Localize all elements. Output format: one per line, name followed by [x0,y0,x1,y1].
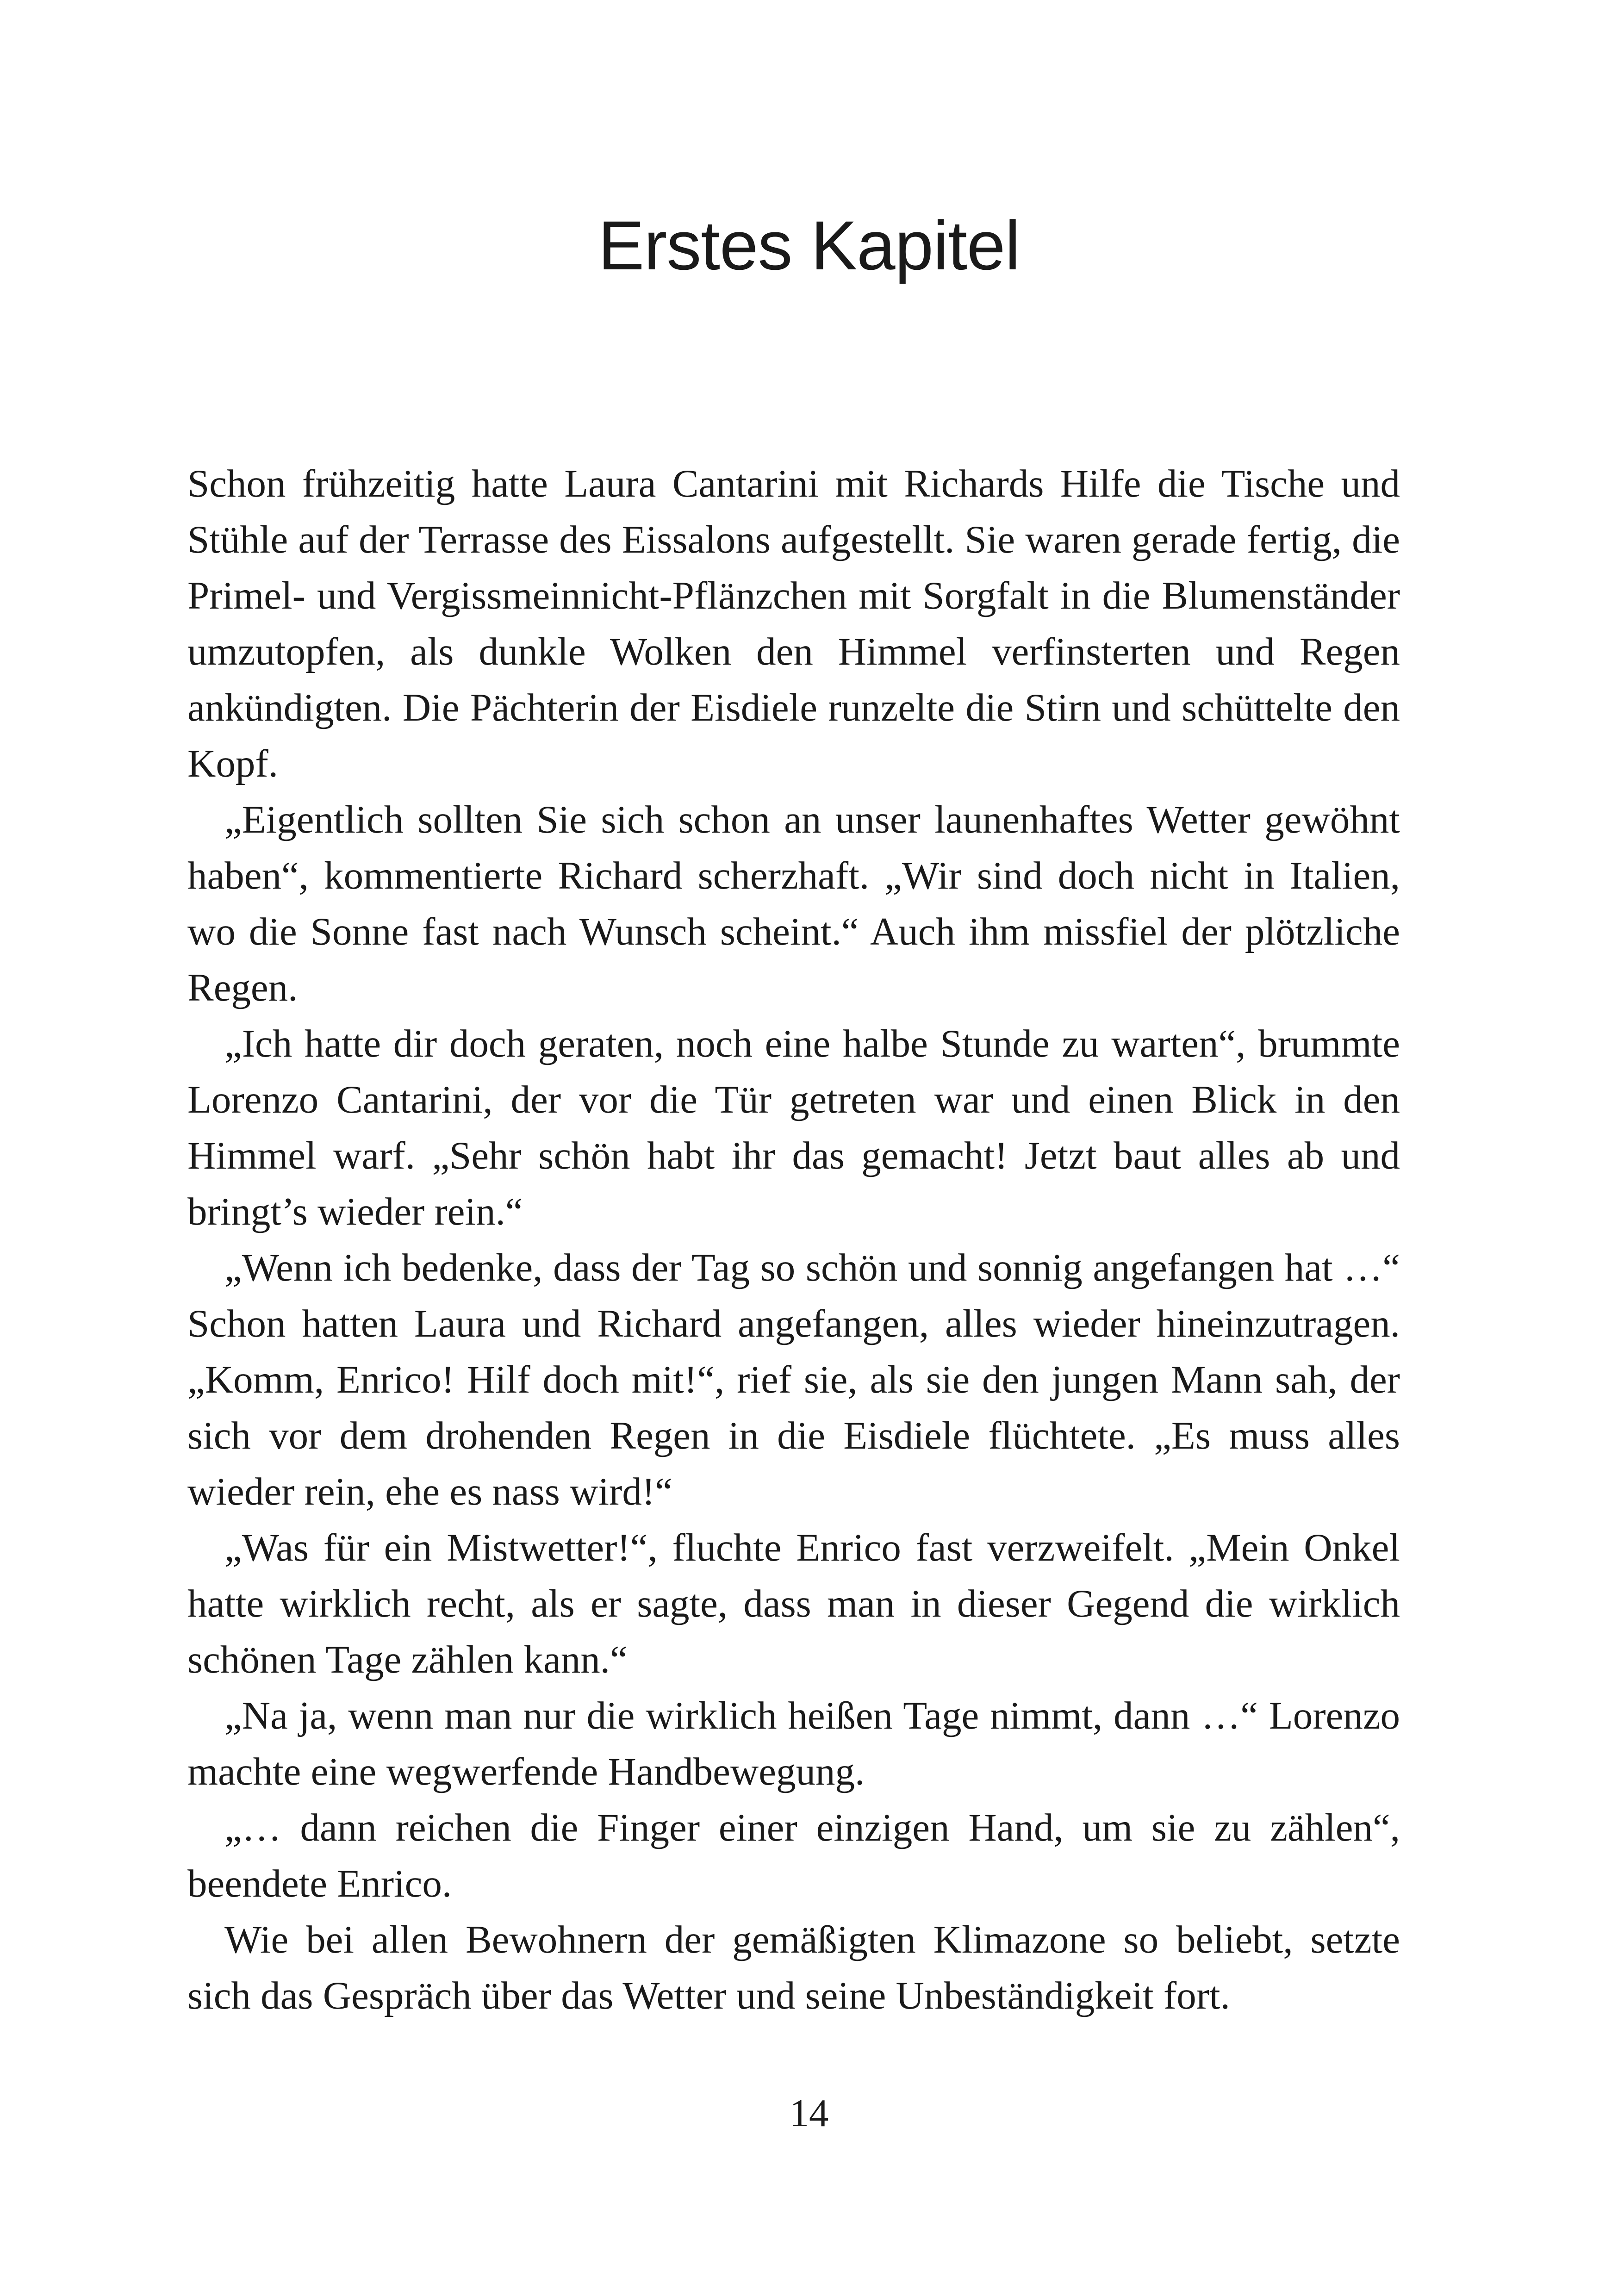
page-number: 14 [789,2091,829,2135]
paragraph: Schon frühzeitig hatte Laura Cantarini mit Richards Hilfe die Tische und Stühle auf der Terrasse des Eissalons aufgestellt. Sie waren gerade fertig, die Primel- und Vergissmeinnicht-Pflänzchen mit Sorgfalt in die Blumenständer umzutopfen, als dunkle Wolken den Himmel verfinsterten und Regen ankündigten. Die Pächterin der Eisdiele runzelte die Stirn und schüttelte den Kopf. [187,462,1400,785]
paragraph: „Na ja, wenn man nur die wirklich heißen Tage nimmt, dann …“ Lorenzo machte eine wegwerfende Handbewegung. [187,1694,1400,1793]
paragraph: „Eigentlich sollten Sie sich schon an unser launenhaftes Wetter gewöhnt haben“, kommentierte Richard scherzhaft. „Wir sind doch nicht in Italien, wo die Sonne fast nach Wunsch scheint.“ Auch ihm missfiel der plötzliche Regen. [187,798,1400,1009]
paragraph: „Ich hatte dir doch geraten, noch eine halbe Stunde zu warten“, brummte Lorenzo Cantarini, der vor die Tür getreten war und einen Blick in den Himmel warf. „Sehr schön habt ihr das gemacht! Jetzt baut alles ab und bringt’s wieder rein.“ [187,1022,1400,1233]
paragraph: „Was für ein Mistwetter!“, fluchte Enrico fast verzweifelt. „Mein Onkel hatte wirklich recht, als er sagte, dass man in dieser Gegend die wirklich schönen Tage zählen kann.“ [187,1526,1400,1681]
chapter-body [187,456,1400,2024]
paragraph: Wie bei allen Bewohnern der gemäßigten Klimazone so beliebt, setzte sich das Gespräch über das Wetter und seine Unbeständigkeit fort. [187,1918,1400,2017]
paragraph: „… dann reichen die Finger einer einzigen Hand, um sie zu zählen“, beendete Enrico. [187,1806,1400,1905]
paragraph: „Wenn ich bedenke, dass der Tag so schön und sonnig angefangen hat …“ Schon hatten Laura und Richard angefangen, alles wieder hineinzutragen. „Komm, Enrico! Hilf doch mit!“, rief sie, als sie den jungen Mann sah, der sich vor dem drohenden Regen in die Eisdiele flüchtete. „Es muss alles wieder rein, ehe es nass wird!“ [187,1246,1400,1513]
chapter-title: Erstes Kapitel [598,206,1020,284]
